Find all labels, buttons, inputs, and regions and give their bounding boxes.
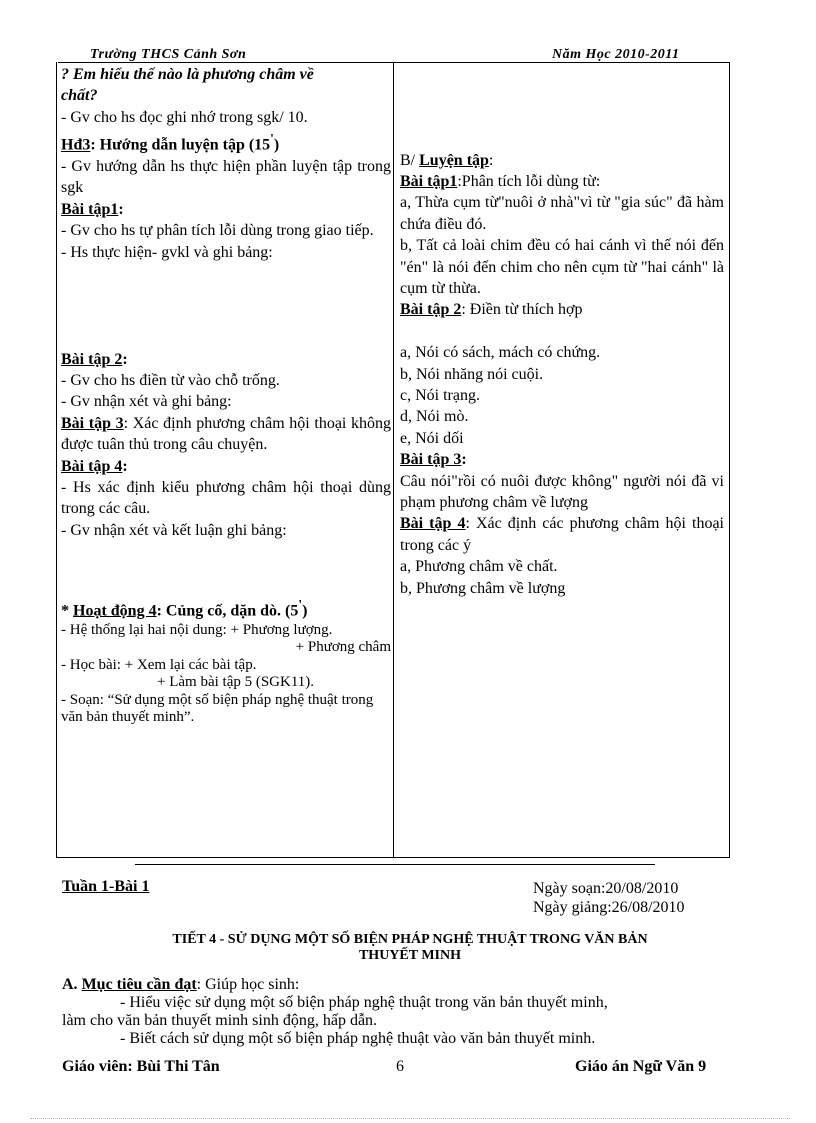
exercise-2-heading-right: Bài tập 2: Điền từ thích hợp [400,301,583,319]
consolidation-block [61,622,391,727]
week-label: Tuần 1-Bài 1 [62,878,150,895]
school-year: Năm Học 2010-2011 [552,47,680,62]
exercise-1-heading: Bài tập1: [61,200,124,218]
activity-3-heading: Hđ3: Hướng dẫn luyện tập (15') [61,131,280,154]
homework-note: + Làm bài tập 5 (SGK11). [157,674,315,691]
section-divider [135,864,655,865]
board-content-column [400,64,724,599]
answer-3: Câu nói"rồi có nuôi được không" người nói đã vi phạm phương châm về lượng [400,472,724,512]
answer-2b: b, Nói nhăng nói cuội. [400,365,544,383]
prepare-note: - Soạn: “Sử dụng một số biện pháp nghệ thuật trong văn bản thuyết minh”. [61,691,374,726]
exercise-1-exec: - Hs thực hiện- gvkl và ghi bảng: [61,243,273,261]
study-note: - Học bài: + Xem lại các bài tập. [61,656,257,673]
lesson-dates [533,879,685,917]
question-line: ? Em hiểu thế nào là phương châm về chất? [61,66,314,105]
prep-date: Ngày soạn:20/08/2010 [533,880,679,897]
answer-4a: a, Phương châm về chất. [400,558,558,576]
answer-4b: b, Phương châm về lượng [400,579,566,597]
activity-4-heading: * Hoạt động 4: Củng cố, dặn dò. (5') [61,596,308,620]
goal-1-cont: làm cho văn bản thuyết minh sinh động, hấp dẫn. [62,1012,378,1029]
page-edge [30,1118,790,1119]
school-name: Trường THCS Cảnh Sơn [90,47,247,62]
teacher-name: Giáo viên: Bùi Thi Tân [62,1058,220,1075]
exercise-2-text: - Gv cho hs điền từ vào chỗ trống. [61,371,280,389]
teacher-activity-column [61,64,391,727]
page-number: 6 [396,1058,404,1075]
exercise-1-text: - Gv cho hs tự phân tích lỗi dùng trong giao tiếp. [61,222,374,240]
answer-2c: c, Nói trạng. [400,387,480,405]
exercise-4-note: - Gv nhận xét và kết luận ghi bảng: [61,521,287,539]
exercise-4-heading-right: Bài tập 4: Xác định các phương châm hội thoại trong các ý [400,515,725,554]
exercise-4-text: - Hs xác định kiểu phương châm hội thoại dùng trong các câu. [61,478,391,518]
answer-2d: d, Nói mò. [400,408,469,426]
table-column-divider [393,62,394,858]
system-review-2: + Phương châm [295,639,391,656]
practice-heading: B/ Luyện tập: [400,151,494,169]
goal-1: - Hiểu việc sử dụng một số biện pháp nghệ thuật trong văn bản thuyết minh, [120,994,608,1011]
exercise-4-heading: Bài tập 4: [61,457,128,475]
answer-1a: a, Thừa cụm từ"nuôi ở nhà"vì từ "gia súc" đã hàm chứa điều đó. [400,194,724,233]
subject-label: Giáo án Ngữ Văn 9 [575,1058,707,1075]
exercise-3-heading-right: Bài tập 3: [400,451,467,469]
lesson-title: TIẾT 4 - SỬ DỤNG MỘT SỐ BIỆN PHÁP NGHỆ THUẬT TRONG VĂN BẢN THUYẾT MINH [172,932,648,963]
guide-text: - Gv hướng dẫn hs thực hiện phần luyện tập trong sgk [61,157,391,197]
goals-block [62,976,732,1048]
exercise-1-heading-right: Bài tập1:Phân tích lỗi dùng từ: [400,172,601,190]
exercise-2-note: - Gv nhận xét và ghi bảng: [61,393,232,411]
exercise-2-heading: Bài tập 2: [61,350,128,368]
system-review: - Hệ thống lại hai nội dung: + Phương lượng. [61,621,333,638]
goals-heading: A. Mục tiêu cần đạt: Giúp học sinh: [62,976,300,993]
answer-2a: a, Nói có sách, mách có chứng. [400,344,601,362]
exercise-3-text: Bài tập 3: Xác định phương châm hội thoại không được tuân thủ trong câu chuyện. [61,414,392,454]
goal-2: - Biết cách sử dụng một số biện pháp nghệ thuật vào văn bản thuyết minh. [120,1030,596,1047]
teach-date: Ngày giảng:26/08/2010 [533,899,685,916]
answer-1b: b, Tất cả loài chim đều có hai cánh vì thế nói đến "én" là nói đến chim cho nên cụm từ "hai cánh" là cụm từ thừa. [400,237,724,297]
read-note: - Gv cho hs đọc ghi nhớ trong sgk/ 10. [61,108,308,126]
answer-2e: e, Nói dối [400,429,464,447]
